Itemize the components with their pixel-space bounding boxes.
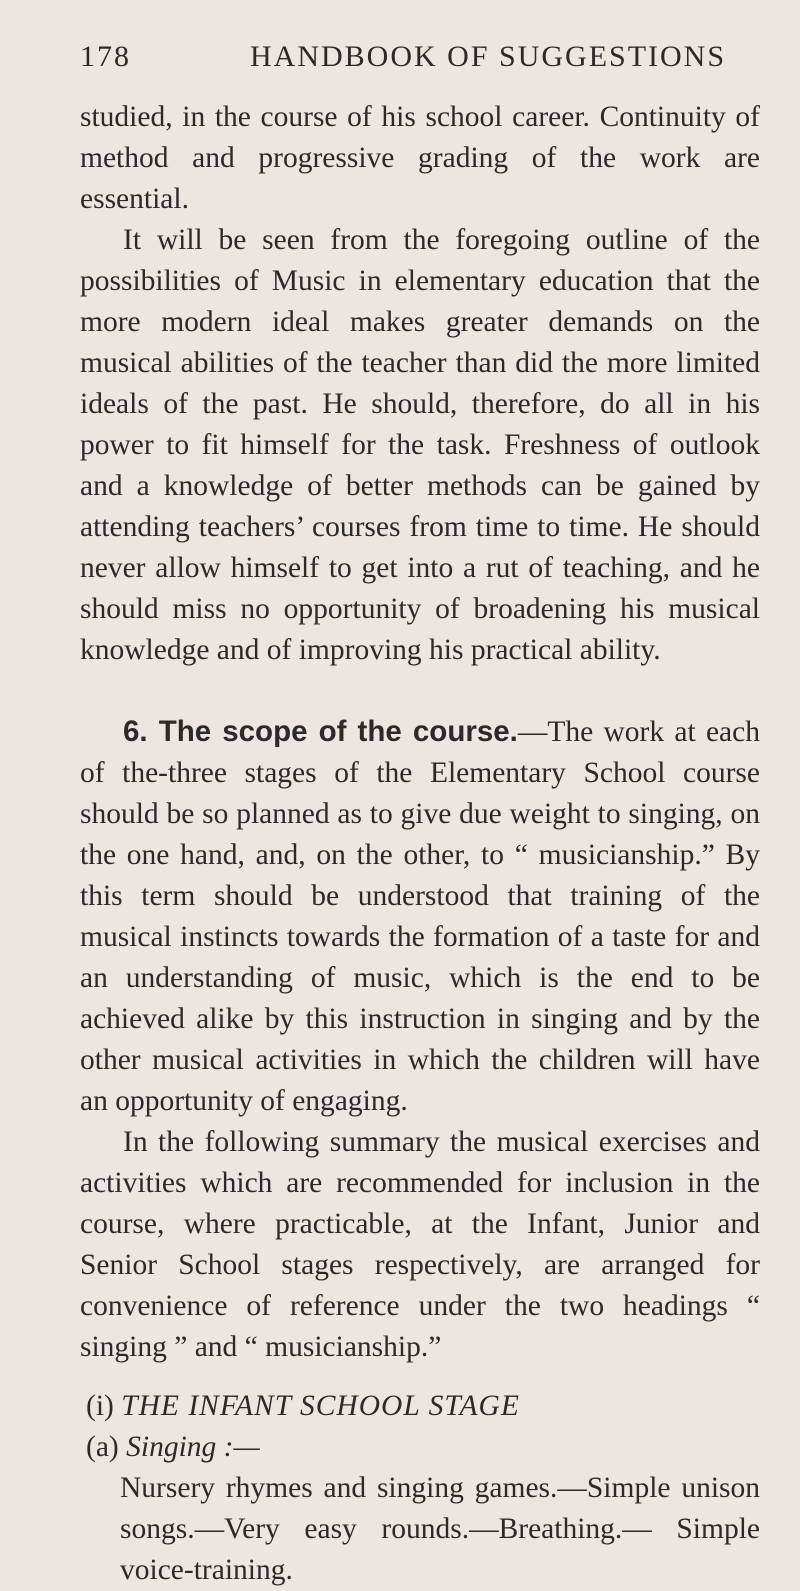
stage-title: THE INFANT SCHOOL STAGE <box>121 1390 520 1422</box>
section-heading: 6. The scope of the course. <box>123 715 518 748</box>
paragraph-summary: In the following summary the musical exercises and activities which are recommended for inclusion in the course, where practicable, at the Infant, Junior and Senior School stages respectively, are arranged for convenience of reference under the two headings “ singing ” and “ musicianship.” <box>80 1126 760 1363</box>
stage-heading <box>80 1386 760 1427</box>
page-number: 178 <box>80 40 131 73</box>
page-body <box>80 97 760 1591</box>
subsection-letter: (a) <box>86 1431 119 1463</box>
paragraph-section-6 <box>80 711 760 1122</box>
paragraph-teacher-abilities: It will be seen from the foregoing outline of the possibilities of Music in elementary education that the more modern ideal makes greater demands on the musical abilities of the teacher than did the more limited ideals of the past. He should, therefore, do all in his power to fit himself for the task. Freshness of outlook and a knowledge of better methods can be gained by attending teachers’ courses from time to time. He should never allow himself to get into a rut of teaching, and he should miss no opportunity of broadening his musical knowledge and of improving his practical ability. <box>80 224 760 666</box>
running-title: HANDBOOK OF SUGGESTIONS <box>250 40 727 73</box>
section-6-text: —The work at each of the-three stages of the Elementary School course should be so planned as to give due weight to singing, on the one hand, and, on the other, to “ musicianship.” By this term should be understood that training of the musical instincts towards the formation of a taste for and an understanding of music, which is the end to be achieved alike by this instruction in singing and by the other musical activities in which the children will have an opportunity of engaging. <box>80 716 760 1117</box>
running-header <box>80 40 740 80</box>
subsection-title: Singing :— <box>126 1431 260 1463</box>
stage-number: (i) <box>86 1390 114 1422</box>
paragraph-continuation: studied, in the course of his school career. Continuity of method and progressive grading of the work are essential. <box>80 101 760 215</box>
singing-list: Nursery rhymes and singing games.—Simple unison songs.—Very easy rounds.—Breathing.— Simple voice-training. <box>120 1472 760 1586</box>
subsection-heading <box>80 1427 760 1468</box>
